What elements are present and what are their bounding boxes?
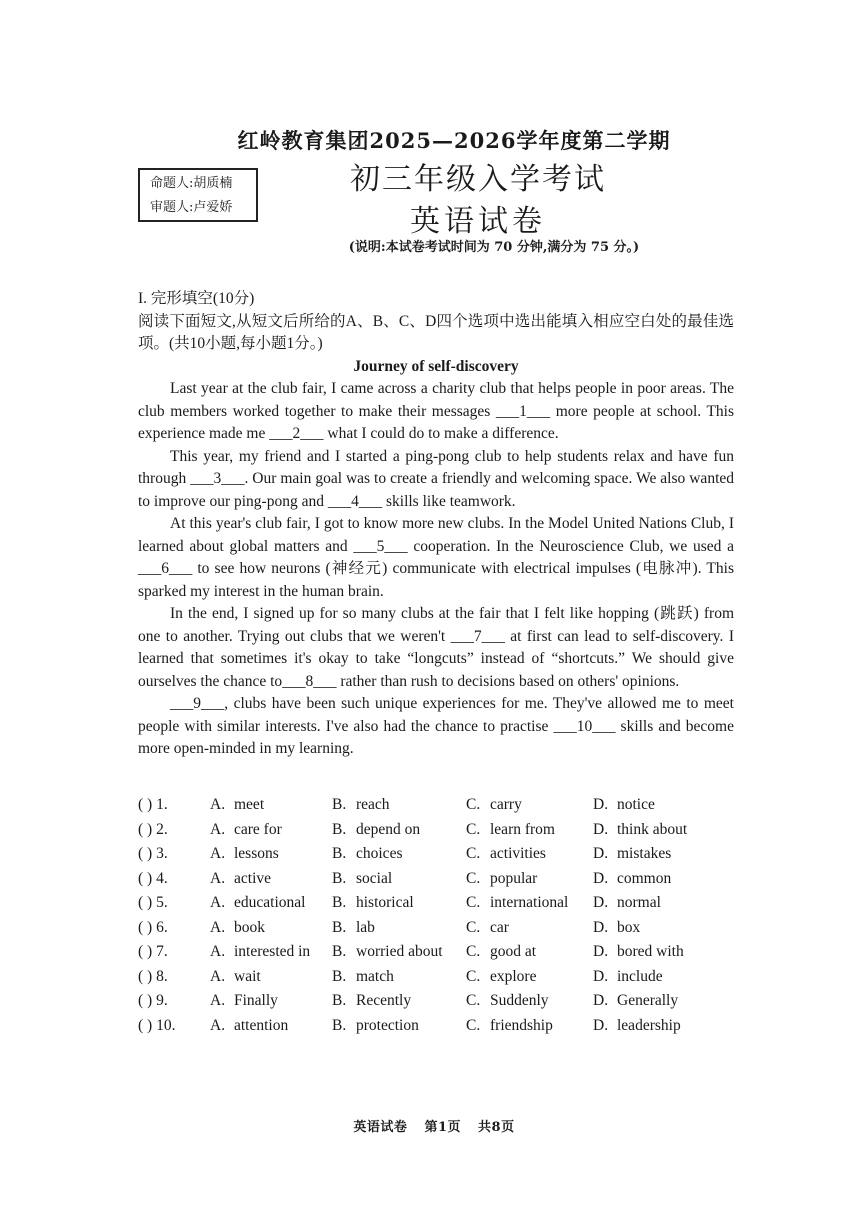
option-text: worried about [356,943,443,960]
option-d [593,919,640,937]
option-text: Finally [234,992,278,1009]
question-number: ( ) 10. [138,1016,176,1034]
option-letter: A. [210,992,226,1009]
option-text: historical [356,894,414,911]
blank-2: ___2___ [269,425,324,442]
footer-page: 第1页 [424,1120,461,1135]
option-text: meet [234,796,265,813]
section-instruction: 阅读下面短文,从短文后所给的A、B、C、D四个选项中选出能填入相应空白处的最佳选项。(共10小题,每小题1分。) [138,312,734,352]
option-text: box [617,918,641,936]
option-text: popular [490,869,538,887]
option-c [466,1017,553,1035]
option-text: normal [617,894,661,911]
text-run: In the end, I signed up for so many clubs at the fair that I felt like hopping (跳跃) from one to another. Trying out clubs that we weren't [138,605,734,645]
option-letter: A. [210,943,226,960]
option-d [593,870,671,888]
option-d [593,894,661,912]
option-b [332,1017,419,1035]
question-number: ( ) 2. [138,820,168,838]
passage-paragraph-3 [138,513,734,603]
option-letter: A. [210,967,226,985]
question-row [138,821,738,846]
option-text: protection [356,1016,419,1034]
text-run: to see how neurons (神经元) communicate with electrical impulses (电脉冲). This sparked my interest in the human brain. [138,560,734,600]
option-text: Suddenly [490,992,549,1009]
question-number: ( ) 3. [138,845,168,862]
option-letter: B. [332,845,347,862]
text-run: This year, my friend and I started a ping-pong club to help students relax and have fun through [138,447,734,487]
text-run: . Our main goal was to create a friendly and welcoming space. We also wanted to improve our ping-pong and [138,470,735,510]
text-run: Last year at the club fair, I came across a charity club that helps people in poor areas. The club members worked together to make their messages [138,380,734,420]
option-text: leadership [617,1016,681,1034]
option-a [210,943,310,961]
option-text: include [617,967,663,985]
answer-options [138,796,738,1041]
cloze-section [138,288,734,761]
option-letter: D. [593,967,609,985]
option-a [210,919,265,937]
option-b [332,943,443,961]
option-b [332,894,414,912]
option-text: care for [234,820,282,838]
passage-paragraph-4 [138,603,734,693]
option-letter: C. [466,796,481,813]
option-letter: D. [593,820,609,838]
option-text: lessons [234,845,279,862]
option-text: Generally [617,992,679,1009]
option-c [466,992,549,1010]
option-text: common [617,869,672,887]
option-letter: A. [210,820,226,838]
option-letter: D. [593,943,609,960]
option-letter: C. [466,992,481,1009]
text-run: , clubs have been such unique experiences for me. They've allowed me to meet people with similar interests. I've also had the chance to practise [138,695,734,735]
question-row [138,919,738,944]
page-footer [0,1116,868,1135]
question-row [138,845,738,870]
option-letter: B. [332,992,347,1009]
option-text: depend on [356,820,421,838]
text-run: rather than rush to decisions based on others' opinions. [336,672,680,690]
option-letter: D. [593,1016,609,1034]
option-text: choices [356,845,403,862]
question-number: ( ) 9. [138,992,168,1009]
option-text: interested in [234,943,311,960]
option-c [466,919,509,937]
blank-3: ___3___ [190,470,245,487]
option-b [332,821,420,839]
option-a [210,870,271,888]
option-text: Recently [356,992,412,1009]
text-run: more people at school. This experience made me [138,402,735,442]
question-number: ( ) 6. [138,918,168,936]
option-letter: D. [593,894,609,911]
option-letter: A. [210,894,226,911]
blank-8: ___8___ [282,672,337,690]
text-run: cooperation. In the Neuroscience Club, we used a [407,537,734,555]
question-row [138,1017,738,1042]
option-text: wait [234,967,261,985]
option-text: bored with [617,943,684,960]
option-text: active [234,869,272,887]
option-text: social [356,869,393,887]
option-a [210,821,282,839]
option-letter: C. [466,967,481,985]
exam-school-term: 红岭教育集团2025—2026学年度第二学期 [237,128,671,153]
option-text: good at [490,943,537,960]
option-letter: A. [210,869,226,887]
question-row [138,992,738,1017]
option-letter: C. [466,918,481,936]
option-letter: D. [593,992,609,1009]
option-letter: B. [332,943,347,960]
option-text: explore [490,967,537,985]
option-b [332,968,394,986]
text-run: skills and become more open-minded in my learning. [138,717,734,757]
option-letter: C. [466,943,481,960]
option-text: friendship [490,1016,553,1034]
option-letter: B. [332,918,347,936]
proposer-label: 命题人:胡质楠 [150,176,233,191]
option-letter: C. [466,1016,481,1034]
blank-1: ___1___ [495,402,551,420]
option-letter: A. [210,796,226,813]
text-run: At this year's club fair, I got to know more new clubs. In the Model United Nations Club, I learned about global matters and [138,515,734,555]
option-text: educational [234,894,306,911]
option-letter: A. [210,918,226,936]
option-text: lab [356,918,375,936]
option-text: carry [490,796,522,813]
option-text: match [356,967,394,985]
option-letter: D. [593,796,609,813]
option-text: reach [356,796,390,813]
text-run: at first can lead to self-discovery. I learned that sometimes it's okay to take “longcuts” instead of “shortcuts.” We should give ourselves the chance to [138,627,734,690]
option-d [593,943,684,961]
option-text: attention [234,1016,289,1034]
exam-subject-title: 英语试卷 [410,204,546,239]
passage-paragraph-5 [138,693,734,761]
option-b [332,992,411,1010]
question-number: ( ) 4. [138,869,168,887]
question-number: ( ) 8. [138,967,168,985]
section-title: I. 完形填空(10分) [138,290,255,307]
option-text: international [490,894,569,911]
option-b [332,796,390,814]
option-a [210,1017,288,1035]
option-letter: B. [332,967,347,985]
option-b [332,919,375,937]
author-box [138,168,258,222]
question-number: ( ) 5. [138,894,168,911]
option-letter: C. [466,845,481,862]
blank-7: ___7___ [450,627,505,645]
exam-note: (说明:本试卷考试时间为 70 分钟,满分为 75 分。) [348,240,640,255]
option-c [466,870,537,888]
option-d [593,968,663,986]
question-row [138,796,738,821]
option-letter: B. [332,1016,347,1034]
question-row [138,943,738,968]
question-row [138,894,738,919]
option-text: notice [617,796,655,813]
option-c [466,821,555,839]
text-run: skills like teamwork. [382,492,516,510]
blank-5: ___5___ [353,537,408,555]
text-run: what I could do to make a difference. [323,425,559,442]
option-a [210,796,264,814]
option-letter: D. [593,918,609,936]
option-c [466,968,536,986]
option-a [210,894,305,912]
option-letter: B. [332,869,347,887]
blank-4: ___4___ [327,492,383,510]
option-b [332,845,402,863]
option-text: activities [490,845,546,862]
option-text: book [234,918,265,936]
option-d [593,796,655,814]
option-a [210,968,261,986]
option-a [210,845,279,863]
option-a [210,992,278,1010]
option-letter: B. [332,820,347,838]
option-letter: C. [466,869,481,887]
option-letter: A. [210,845,226,862]
option-text: learn from [490,820,555,838]
option-text: car [490,918,509,936]
footer-subject: 英语试卷 [353,1120,408,1135]
reviewer-label: 审题人:卢爱娇 [150,200,233,215]
option-c [466,894,568,912]
exam-grade-title: 初三年级入学考试 [350,162,606,197]
question-number: ( ) 7. [138,943,168,960]
option-letter: B. [332,894,347,911]
option-d [593,1017,681,1035]
option-c [466,796,522,814]
question-row [138,968,738,993]
blank-9: ___9___ [170,695,225,712]
option-c [466,943,536,961]
blank-10: ___10___ [553,717,616,735]
passage-paragraph-2 [138,446,734,514]
question-row [138,870,738,895]
blank-6: ___6___ [138,560,193,577]
option-letter: C. [466,820,481,838]
footer-total: 共8页 [478,1120,515,1135]
option-letter: C. [466,894,481,911]
option-letter: A. [210,1016,226,1034]
option-c [466,845,546,863]
option-d [593,992,678,1010]
option-text: mistakes [617,845,672,862]
question-number: ( ) 1. [138,796,168,813]
option-letter: D. [593,845,609,862]
option-d [593,821,687,839]
passage-paragraph-1 [138,378,734,446]
option-b [332,870,392,888]
option-d [593,845,671,863]
passage-title: Journey of self-discovery [353,357,519,375]
option-text: think about [617,820,688,838]
option-letter: B. [332,796,347,813]
option-letter: D. [593,869,609,887]
